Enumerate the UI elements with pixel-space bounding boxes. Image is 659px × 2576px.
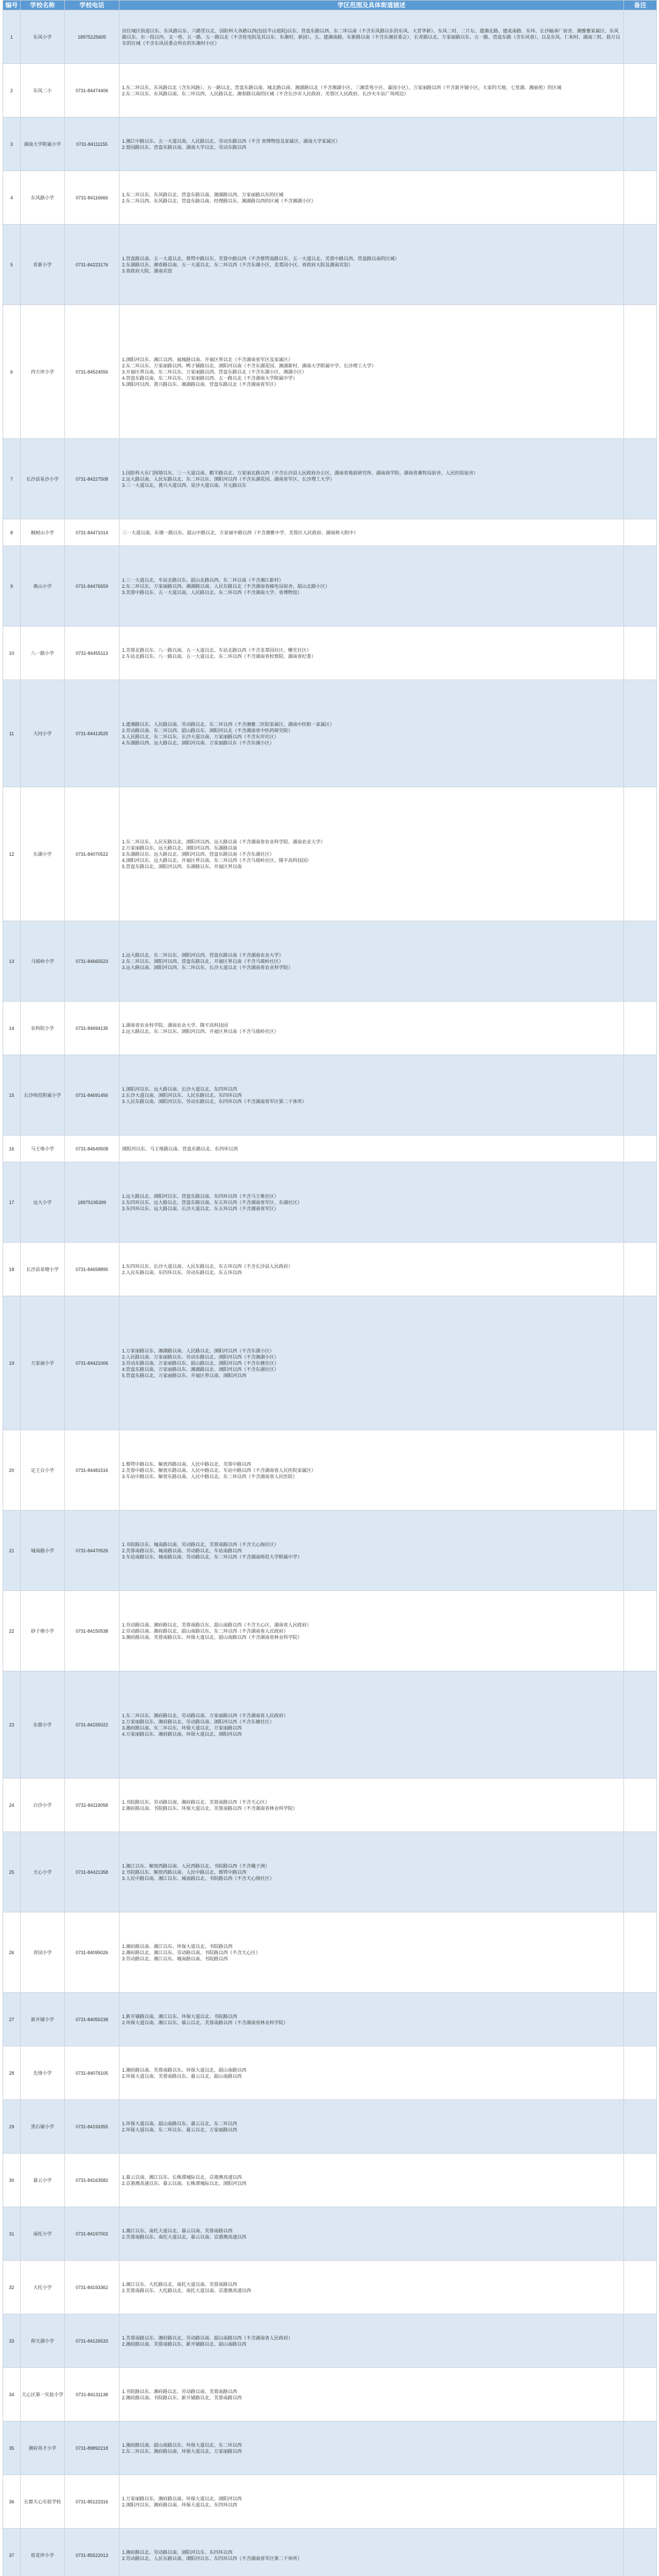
row-number: 12: [3, 787, 21, 921]
row-number: 19: [3, 1296, 21, 1430]
table-row: [3, 305, 657, 439]
school-name: 天心区第一实验小学: [21, 2368, 65, 2421]
district-range: 1.东四环以东、长沙大道以南、人民东路以北、东五环以西（不含长沙县人民政府） 2.人民东路以南、东四环以东、劳动东路以北、东五环以西: [119, 1243, 624, 1296]
row-note: [624, 1055, 657, 1136]
school-phone: 18975195399: [65, 1162, 119, 1243]
header-district-range: 学区范围及具体街道描述: [119, 1, 624, 10]
school-name: 马王堆小学: [21, 1136, 65, 1162]
row-note: [624, 2475, 657, 2529]
district-range: 1.东二环以东、人民东路以北、浏阳河以西、远大路以南（不含湖南省农业科学院、湖南农业大学） 2.万家丽路以东、远大路以北、浏阳河以西、东湖路以南 3.东湖路以东、远大路以北、浏阳河以西、营盘东路以南（不含东湖社区） 4.浏阳河以东、远大路以北、开福区界以南、东二环以西（不含马坡岭社区、隆平高科技园） 5.营盘东路以北、浏阳河以西、东湖路以东、开福区界以南: [119, 787, 624, 921]
school-phone: 0731-84421006: [65, 1296, 119, 1430]
table-row: [3, 2314, 657, 2368]
table-row: [3, 1591, 657, 1671]
table-row: [3, 1055, 657, 1136]
row-number: 6: [3, 305, 21, 439]
district-range: 1.环保大道以南、韶山南路以东、暮云以北、东二环以西 2.环保大道以南、东二环以东、暮云以北、万家丽路以西: [119, 2100, 624, 2154]
row-note: [624, 680, 657, 787]
district-range: 1.东二环以东，东风路以北（含东风路）、五一路以北、营盘东路以南、城北路以南、湘湖路以北（不含湘湖小区、三湘景苑小区、嘉园小区），万家丽路以西（不含新开铺小区，大家的天地、七里湖、湘丽苑）的区域 2.东二环以东、东风路以南、东二环以西、人民路以北、湘春路以南的区域（不含长沙市人民政府、芙蓉区人民政府、长沙火车站广场周边）: [119, 64, 624, 117]
row-number: 1: [3, 10, 21, 64]
row-number: 2: [3, 64, 21, 117]
row-number: 34: [3, 2368, 21, 2421]
row-note: [624, 10, 657, 64]
school-phone: 0731-89892218: [65, 2421, 119, 2475]
row-number: 30: [3, 2154, 21, 2207]
row-note: [624, 1162, 657, 1243]
school-phone: 0731-84126533: [65, 2314, 119, 2368]
school-name: 长沙县泉塘小学: [21, 1243, 65, 1296]
school-name: 砂子塘小学: [21, 1591, 65, 1671]
school-name: 万家丽小学: [21, 1296, 65, 1430]
row-note: [624, 1591, 657, 1671]
row-note: [624, 626, 657, 680]
table-row: [3, 439, 657, 519]
table-row: [3, 1430, 657, 1511]
row-number: 3: [3, 117, 21, 171]
school-phone: 0731-84155022: [65, 1671, 119, 1778]
school-name: 大同小学: [21, 680, 65, 787]
table-row: [3, 225, 657, 305]
row-note: [624, 546, 657, 626]
table-row: [3, 10, 657, 64]
school-phone: 18975125605: [65, 10, 119, 64]
row-number: 26: [3, 1912, 21, 1993]
school-name: 南托小学: [21, 2207, 65, 2261]
table-row: [3, 2261, 657, 2314]
school-name: 长沙师范附属小学: [21, 1055, 65, 1136]
district-range: 1.浏阳河以东、远大路以南、长沙大道以北、东四环以西 2.长沙大道以南、浏阳河以东、人民东路以北、东四环以西 3.人民东路以南、浏阳河以东、劳动东路以北、东四环以西（不含湖南省军区第二干休所）: [119, 1055, 624, 1136]
school-name: 青园小学: [21, 1912, 65, 1993]
table-row: [3, 1832, 657, 1912]
school-phone: 0731-84193362: [65, 2261, 119, 2314]
district-range: 1.国防科大东门围墙以东、三一大道以南、鹅羊路以北、万家丽北路以西（不含长沙县人民政府办公区、湖南省地质研究所、湖南商学院、湖南省畜牧局宿舍、人民医院宿舍） 2.远大路以南、人民东路以北、东二环以东、浏阳河以西（不含东湖花园、湖南省军区、长沙理工大学） 3.三一大道以北、黄兴大道以西、星沙大道以南、开元路以东: [119, 439, 624, 519]
table-header-row: [3, 1, 657, 10]
table-row: [3, 626, 657, 680]
school-phone: 0731-84471014: [65, 519, 119, 546]
school-phone: 0731-84197002: [65, 2207, 119, 2261]
school-phone: 0731-84095026: [65, 1912, 119, 1993]
row-note: [624, 787, 657, 921]
table-row: [3, 2046, 657, 2100]
table-row: [3, 2421, 657, 2475]
row-number: 8: [3, 519, 21, 546]
district-range: 浏阳河以东、马王堆路以南、营盘东路以北、东四环以西: [119, 1136, 624, 1162]
row-number: 20: [3, 1430, 21, 1511]
school-name: 白沙小学: [21, 1778, 65, 1832]
district-range: 1.书院路以东、湘府路以北、劳动路以南、芙蓉南路以西 2.湘府路以南、书院路以东、新开铺路以北、芙蓉南路以西: [119, 2368, 624, 2421]
school-phone: 0731-84116666: [65, 171, 119, 225]
district-range: 1.远大路以北、东二环以东、浏阳河以西、营盘东路以南（不含湖南农业大学） 2.东二环以东、浏阳河以西、营盘东路以北、开福区界以南（不含马坡岭社区） 3.远大路以南、浏阳河以西、东二环以东、长沙大道以北（不含湖南省农业科学院）: [119, 921, 624, 1002]
row-note: [624, 117, 657, 171]
school-name: 东湖小学: [21, 787, 65, 921]
school-phone: 0731-84470526: [65, 1511, 119, 1591]
table-row: [3, 64, 657, 117]
row-number: 33: [3, 2314, 21, 2368]
school-name: 暮云小学: [21, 2154, 65, 2207]
district-range: 1.芙蓉北路以东、八一路以南、五一大道以北、车站北路以西（不含韭菜园社区、曙光社区） 2.车站北路以东、八一路以南、五一大道以北、东二环以西（不含湖南省检察院、湖南省纪委）: [119, 626, 624, 680]
row-note: [624, 225, 657, 305]
row-note: [624, 171, 657, 225]
row-number: 23: [3, 1671, 21, 1778]
school-name: 新开铺小学: [21, 1993, 65, 2046]
district-range: 1.远大路以北、浏阳河以东、营盘东路以南、东四环以西（不含马王堆社区） 2.东四环以东、远大路以北、营盘东路以南、东五环以西（不含湖南省军区、东湖社区） 3.东四环以东、远大路以南、长沙大道以北、东五环以西（不含湖南省军区）: [119, 1162, 624, 1243]
district-range: 1.湖南省农业科学院、湖南农业大学、隆平高科技园 2.远大路以北、东二环以东、浏阳河以西、开福区界以南（不含马坡岭社区）: [119, 1002, 624, 1055]
district-range: 1.三一大道以北、车站北路以东、韶山北路以西、东二环以南（不含湘江新村） 2.东二环以东、万家丽路以西、湘湖路以南、人民东路以北（不含湖南省邮电局宿舍、韶山北路小区） 3.芙蓉中路以东、五一大道以南、人民路以北、东二环以西（不含湖南大学、省博物馆）: [119, 546, 624, 626]
school-phone: 0731-84227508: [65, 439, 119, 519]
row-number: 35: [3, 2421, 21, 2475]
district-range: 居住城区街道以东、东风路以东、六路里以北、国防科大各路以西(包括半山庭院)以东、营盘东路以西、东二环以南（不含东风路以东的东风、大晋华新）、东风二村、二片坛、建湘北路、建成南路、东环、长沙轴承厂宿舍、湘雅雅家属区、东风路以东、东一段以内、文一巷、五一路、五一路以北（不含桂电院及其以东、东湘村、新园）。五、建湘南路、东新路以南（不含东湘居委会）、长青路以北、万家丽路以东、五一路、营盘东路（含东风巷），以及东风、仁和村、湖南三机、晨月以东的区域（不含东风居委会所在的东湘村小区）: [119, 10, 624, 64]
school-name: 长郡天心实验学校: [21, 2475, 65, 2529]
district-range: 1.湘府路以北、劳动路以南、浏阳河以东、东四环以西 2.劳动路以北、人民东路以南、浏阳河以东、东四环以西（不含湖南省军区第二干休所）: [119, 2529, 624, 2576]
school-name: 育新小学: [21, 225, 65, 305]
school-phone: 0731-84476559: [65, 546, 119, 626]
table-row: [3, 546, 657, 626]
school-name: 城南路小学: [21, 1511, 65, 1591]
row-number: 13: [3, 921, 21, 1002]
school-name: 先锋小学: [21, 2046, 65, 2100]
row-number: 7: [3, 439, 21, 519]
table-row: [3, 787, 657, 921]
school-name: 农科院小学: [21, 1002, 65, 1055]
row-number: 32: [3, 2261, 21, 2314]
school-name: 东风路小学: [21, 171, 65, 225]
table-row: [3, 1993, 657, 2046]
school-phone: 0731-84474406: [65, 64, 119, 117]
school-phone: 0731-84119058: [65, 1778, 119, 1832]
table-row: [3, 2154, 657, 2207]
table-row: [3, 1671, 657, 1778]
school-name: 枫树山小学: [21, 519, 65, 546]
district-range: 1.湘府路以南、湘江以东、环保大道以北、书院路以西 2.湘府路以北、湘江以东、劳动路以南、书院路以西（不含天心区） 3.劳动路以北、湘江以东、城南路以南、书院路以西: [119, 1912, 624, 1993]
row-number: 11: [3, 680, 21, 787]
table-body: [3, 10, 657, 2576]
school-name: 东风二小: [21, 64, 65, 117]
header-no: 编号: [3, 1, 21, 10]
table-row: [3, 1912, 657, 1993]
row-note: [624, 1778, 657, 1832]
school-name: 东风小学: [21, 10, 65, 64]
row-number: 15: [3, 1055, 21, 1136]
school-phone: 0731-84055238: [65, 1993, 119, 2046]
school-phone: 0731-84131138: [65, 2368, 119, 2421]
table-row: [3, 1511, 657, 1591]
table-row: [3, 2207, 657, 2261]
row-note: [624, 1243, 657, 1296]
school-phone: 0731-84076105: [65, 2046, 119, 2100]
row-note: [624, 1912, 657, 1993]
row-number: 25: [3, 1832, 21, 1912]
district-range: 1.湘府路以南、芙蓉南路以东、环保大道以北、韶山南路以西 2.环保大道以南、芙蓉南路以东、暮云以北、韶山南路以西: [119, 2046, 624, 2100]
school-phone: 0731-85522013: [65, 2529, 119, 2576]
row-note: [624, 921, 657, 1002]
row-note: [624, 439, 657, 519]
district-range: 1.暮云以南、湘江以东、长株潭城际以北、京港澳高速以西 2.京港澳高速以东、暮云以南、长株潭城际以北、浏阳河以西: [119, 2154, 624, 2207]
table-row: [3, 1002, 657, 1055]
row-number: 10: [3, 626, 21, 680]
row-note: [624, 519, 657, 546]
row-number: 22: [3, 1591, 21, 1671]
district-range: 1.东二环以东、湘府路以北、劳动路以南、万家丽路以西（不含湖南省人民政府） 2.万家丽路以东、湘府路以北、劳动路以南、浏阳河以西（不含东塘社区） 3.湘府路以南、东二环以东、环保大道以北、万家丽路以西 4.万家丽路以东、湘府路以南、环保大道以北、浏阳河以西: [119, 1671, 624, 1778]
row-note: [624, 2529, 657, 2576]
table-row: [3, 1778, 657, 1832]
school-phone: 0731-84070522: [65, 787, 119, 921]
district-range: 1.芙蓉南路以东、湘府路以北、劳动路以南、韶山南路以西（不含湖南省人民政府） 2.湘府路以南、芙蓉南路以东、新开铺路以北、韶山南路以西: [119, 2314, 624, 2368]
school-name: 长沙县星沙小学: [21, 439, 65, 519]
row-note: [624, 1296, 657, 1430]
table-row: [3, 2475, 657, 2529]
row-number: 4: [3, 171, 21, 225]
school-name: 远大小学: [21, 1162, 65, 1243]
school-name: 四方坪小学: [21, 305, 65, 439]
table-row: [3, 2100, 657, 2154]
row-note: [624, 2261, 657, 2314]
school-phone: 0731-84649508: [65, 1136, 119, 1162]
table-row: [3, 1243, 657, 1296]
row-number: 36: [3, 2475, 21, 2529]
school-phone: 0731-84413525: [65, 680, 119, 787]
school-name: 马坡岭小学: [21, 921, 65, 1002]
district-range: 1.浏阳河以东、湘江以西、福城路以南、开福区界以北（不含湖南省军区及家属区） 2.东二环以东、万家丽路以西、鸭子铺路以北、浏阳河以南（不含东湖花园、湘湖新村、湖南大学附属中学、长沙理工大学） 3.开福区界以南、东二环以东、万家丽路以西、营盘东路以北（不含东湖小区、湘湖小区） 4.营盘东路以南、东二环以东、万家丽路以西、五一路以北（不含湖南大学附属中学） 5.浏阳河以西、黄兴路以东、湘湖路以南、营盘东路以北（不含湖南省军区）: [119, 305, 624, 439]
row-note: [624, 1511, 657, 1591]
school-phone: 0731-84691456: [65, 1055, 119, 1136]
district-range: 1.新开铺路以南、湘江以东、环保大道以北、书院路以西 2.环保大道以南、湘江以东、暮云以北、芙蓉南路以西（不含湖南省林业科学院）: [119, 1993, 624, 2046]
school-name: 桂花坪小学: [21, 2529, 65, 2576]
school-phone: 0731-84455113: [65, 626, 119, 680]
header-school-phone: 学校电话: [65, 1, 119, 10]
row-number: 14: [3, 1002, 21, 1055]
school-phone: 0731-84524556: [65, 305, 119, 439]
school-name: 天心小学: [21, 1832, 65, 1912]
district-range: 1.湘江中路以东、五一大道以南、人民路以北、劳动东路以西（不含 省博物馆及家属区、湖南大学家属区） 2.蓉园路以东、营盘东路以南、湖南大学以北、劳动东路以西: [119, 117, 624, 171]
row-note: [624, 2314, 657, 2368]
school-name: 湘府英才小学: [21, 2421, 65, 2475]
row-number: 9: [3, 546, 21, 626]
row-note: [624, 64, 657, 117]
school-name: 湖南大学附属小学: [21, 117, 65, 171]
table-row: [3, 2368, 657, 2421]
row-number: 28: [3, 2046, 21, 2100]
district-range: 1.劳动路以南、湘府路以北、芙蓉南路以东、韶山南路以西（不含天心区、湖南省人民政府） 2.劳动路以南、湘府路以北、韶山南路以东、东二环以西（不含湖南省人民政府） 3.湘府路以南、芙蓉南路以东、环保大道以北、韶山南路以西（不含湖南省林业科学院）: [119, 1591, 624, 1671]
header-note: 备注: [624, 1, 657, 10]
table-row: [3, 171, 657, 225]
row-number: 18: [3, 1243, 21, 1296]
row-number: 31: [3, 2207, 21, 2261]
school-phone: 0731-84481516: [65, 1430, 119, 1511]
table-row: [3, 1296, 657, 1430]
school-phone: 0731-84694135: [65, 1002, 119, 1055]
school-phone: 0731-84658895: [65, 1243, 119, 1296]
district-range: 1.书院路以东、劳动路以南、湘府路以北、芙蓉南路以西（不含天心区） 2.湘府路以南、书院路以东、环保大道以北、芙蓉南路以西（不含湖南省林业科学院）: [119, 1778, 624, 1832]
school-phone: 0731-85122316: [65, 2475, 119, 2529]
school-phone: 0731-84150538: [65, 1591, 119, 1671]
row-note: [624, 1993, 657, 2046]
table-row: [3, 1136, 657, 1162]
school-name: 黑石铺小学: [21, 2100, 65, 2154]
row-number: 21: [3, 1511, 21, 1591]
row-note: [624, 1832, 657, 1912]
district-range: 1.湘府路以南、韶山南路以东、环保大道以北、东二环以西 2.东二环以东、湘府路以南、环保大道以北、万家丽路以西: [119, 2421, 624, 2475]
district-range: 1.书院路以东、城南路以南、劳动路以北、芙蓉南路以西（不含天心阁社区） 2.芙蓉南路以东、城南路以南、劳动路以北、车站南路以西 3.车站南路以东、城南路以南、劳动路以北、东二环以西（不含湖南师范大学附属中学）: [119, 1511, 624, 1591]
row-note: [624, 1002, 657, 1055]
school-phone: 0731-84223176: [65, 225, 119, 305]
row-note: [624, 1430, 657, 1511]
school-phone: 0731-84421358: [65, 1832, 119, 1912]
row-number: 27: [3, 1993, 21, 2046]
district-range: 三一大道以南、东塘一路以东、韶山中路以北、万家丽中路以西（不含湘雅中学、芙蓉区人民政府、湖南师大附中）: [119, 519, 624, 546]
school-name: 东郡小学: [21, 1671, 65, 1778]
district-range: 1.营盘路以南、五一大道以北、蔡锷中路以东、芙蓉中路以西（不含蔡锷南路以东、五一大道以北、芙蓉中路以西、营盘路以南的区域） 2.东湖路以东、湘春路以南、五一大道以北、东二环以西（不含东湖小区、韭菜园小区、省政府大院及湖南宾馆） 3.省政府大院、湖南宾馆: [119, 225, 624, 305]
row-note: [624, 2100, 657, 2154]
school-name: 仰天湖小学: [21, 2314, 65, 2368]
row-number: 29: [3, 2100, 21, 2154]
row-number: 17: [3, 1162, 21, 1243]
table-row: [3, 519, 657, 546]
district-range: 1.湘江以东、南托大道以北、暮云以南、芙蓉南路以西 2.芙蓉南路以东、南托大道以北、暮云以南、京港澳高速以西: [119, 2207, 624, 2261]
row-note: [624, 1136, 657, 1162]
table-row: [3, 921, 657, 1002]
row-note: [624, 2046, 657, 2100]
row-note: [624, 2421, 657, 2475]
school-phone: 0731-84111155: [65, 117, 119, 171]
table-row: [3, 117, 657, 171]
district-range: 1.万家丽路以东、湘湖路以南、人民路以北、浏阳河以西（不含东湖小区） 2.人民路以南、万家丽路以东、劳动东路以北、浏阳河以西（不含湘湖小区） 3.劳动东路以南、万家丽路以东、韶山路以北、浏阳河以西（不含东塘社区） 4.营盘东路以南、万家丽路以东、湘湖路以北、浏阳河以西（不含东湖社区） 5.营盘东路以北、万家丽路以东、开福区界以南、浏阳河以西: [119, 1296, 624, 1430]
table-row: [3, 2529, 657, 2576]
school-name: 燕山小学: [21, 546, 65, 626]
header-school-name: 学校名称: [21, 1, 65, 10]
row-note: [624, 2154, 657, 2207]
district-range: 1.湘江以东、解放西路以南、人民西路以北、书院路以西（不含橘子洲） 2.书院路以东、解放西路以南、人民中路以北、蔡锷中路以西 3.人民中路以南、湘江以东、城南路以北、书院路以西（不含天心阁社区）: [119, 1832, 624, 1912]
row-number: 16: [3, 1136, 21, 1162]
district-range: 1.蔡锷中路以东、解放西路以南、人民中路以北、芙蓉中路以西 2.芙蓉中路以东、解放东路以南、人民中路以北、车站中路以西（不含湖南省人民医院家属区） 3.车站中路以东、解放东路以南、人民中路以北、东二环以西（不含湖南省人民医院）: [119, 1430, 624, 1511]
table-row: [3, 680, 657, 787]
row-note: [624, 2368, 657, 2421]
school-name: 八一路小学: [21, 626, 65, 680]
school-name: 定王台小学: [21, 1430, 65, 1511]
district-range: 1.建湘路以东、人民路以南、劳动路以北、东二环以西（不含湘雅二医院家属区、湖南中医附一家属区） 2.劳动路以南、东二环以西、韶山路以东、浏阳河以北（不含湖南省中医药研究院） 3.人民路以北、东二环以东、长沙大道以南、万家丽路以西（不含东岸社区） 4.东湖路以西、远大路以北、浏阳河以南、万家丽路以东（不含东湖小区）: [119, 680, 624, 787]
row-number: 37: [3, 2529, 21, 2576]
district-range: 1.东二环以东、东风路以北、营盘东路以南、湘湖路以西、万家丽路以东的区域 2.东二环以西、东风路以北、营盘东路以南、经理路以东、湘湖路以西的区域（不含湘湖小区）: [119, 171, 624, 225]
district-range: 1.湘江以东、大托路以北、南托大道以南、芙蓉南路以西 2.芙蓉南路以东、大托路以北、南托大道以南、京港澳高速以西: [119, 2261, 624, 2314]
school-name: 大托小学: [21, 2261, 65, 2314]
row-note: [624, 1671, 657, 1778]
table-row: [3, 1162, 657, 1243]
row-number: 5: [3, 225, 21, 305]
school-phone: 0731-84163582: [65, 2154, 119, 2207]
school-district-table: [3, 0, 657, 2576]
row-number: 24: [3, 1778, 21, 1832]
district-range: 1.万家丽路以东、湘府路以南、环保大道以北、浏阳河以西 2.浏阳河以东、湘府路以南、环保大道以北、东四环以西: [119, 2475, 624, 2529]
row-note: [624, 305, 657, 439]
school-phone: 0731-84665523: [65, 921, 119, 1002]
row-note: [624, 2207, 657, 2261]
school-phone: 0731-84193355: [65, 2100, 119, 2154]
